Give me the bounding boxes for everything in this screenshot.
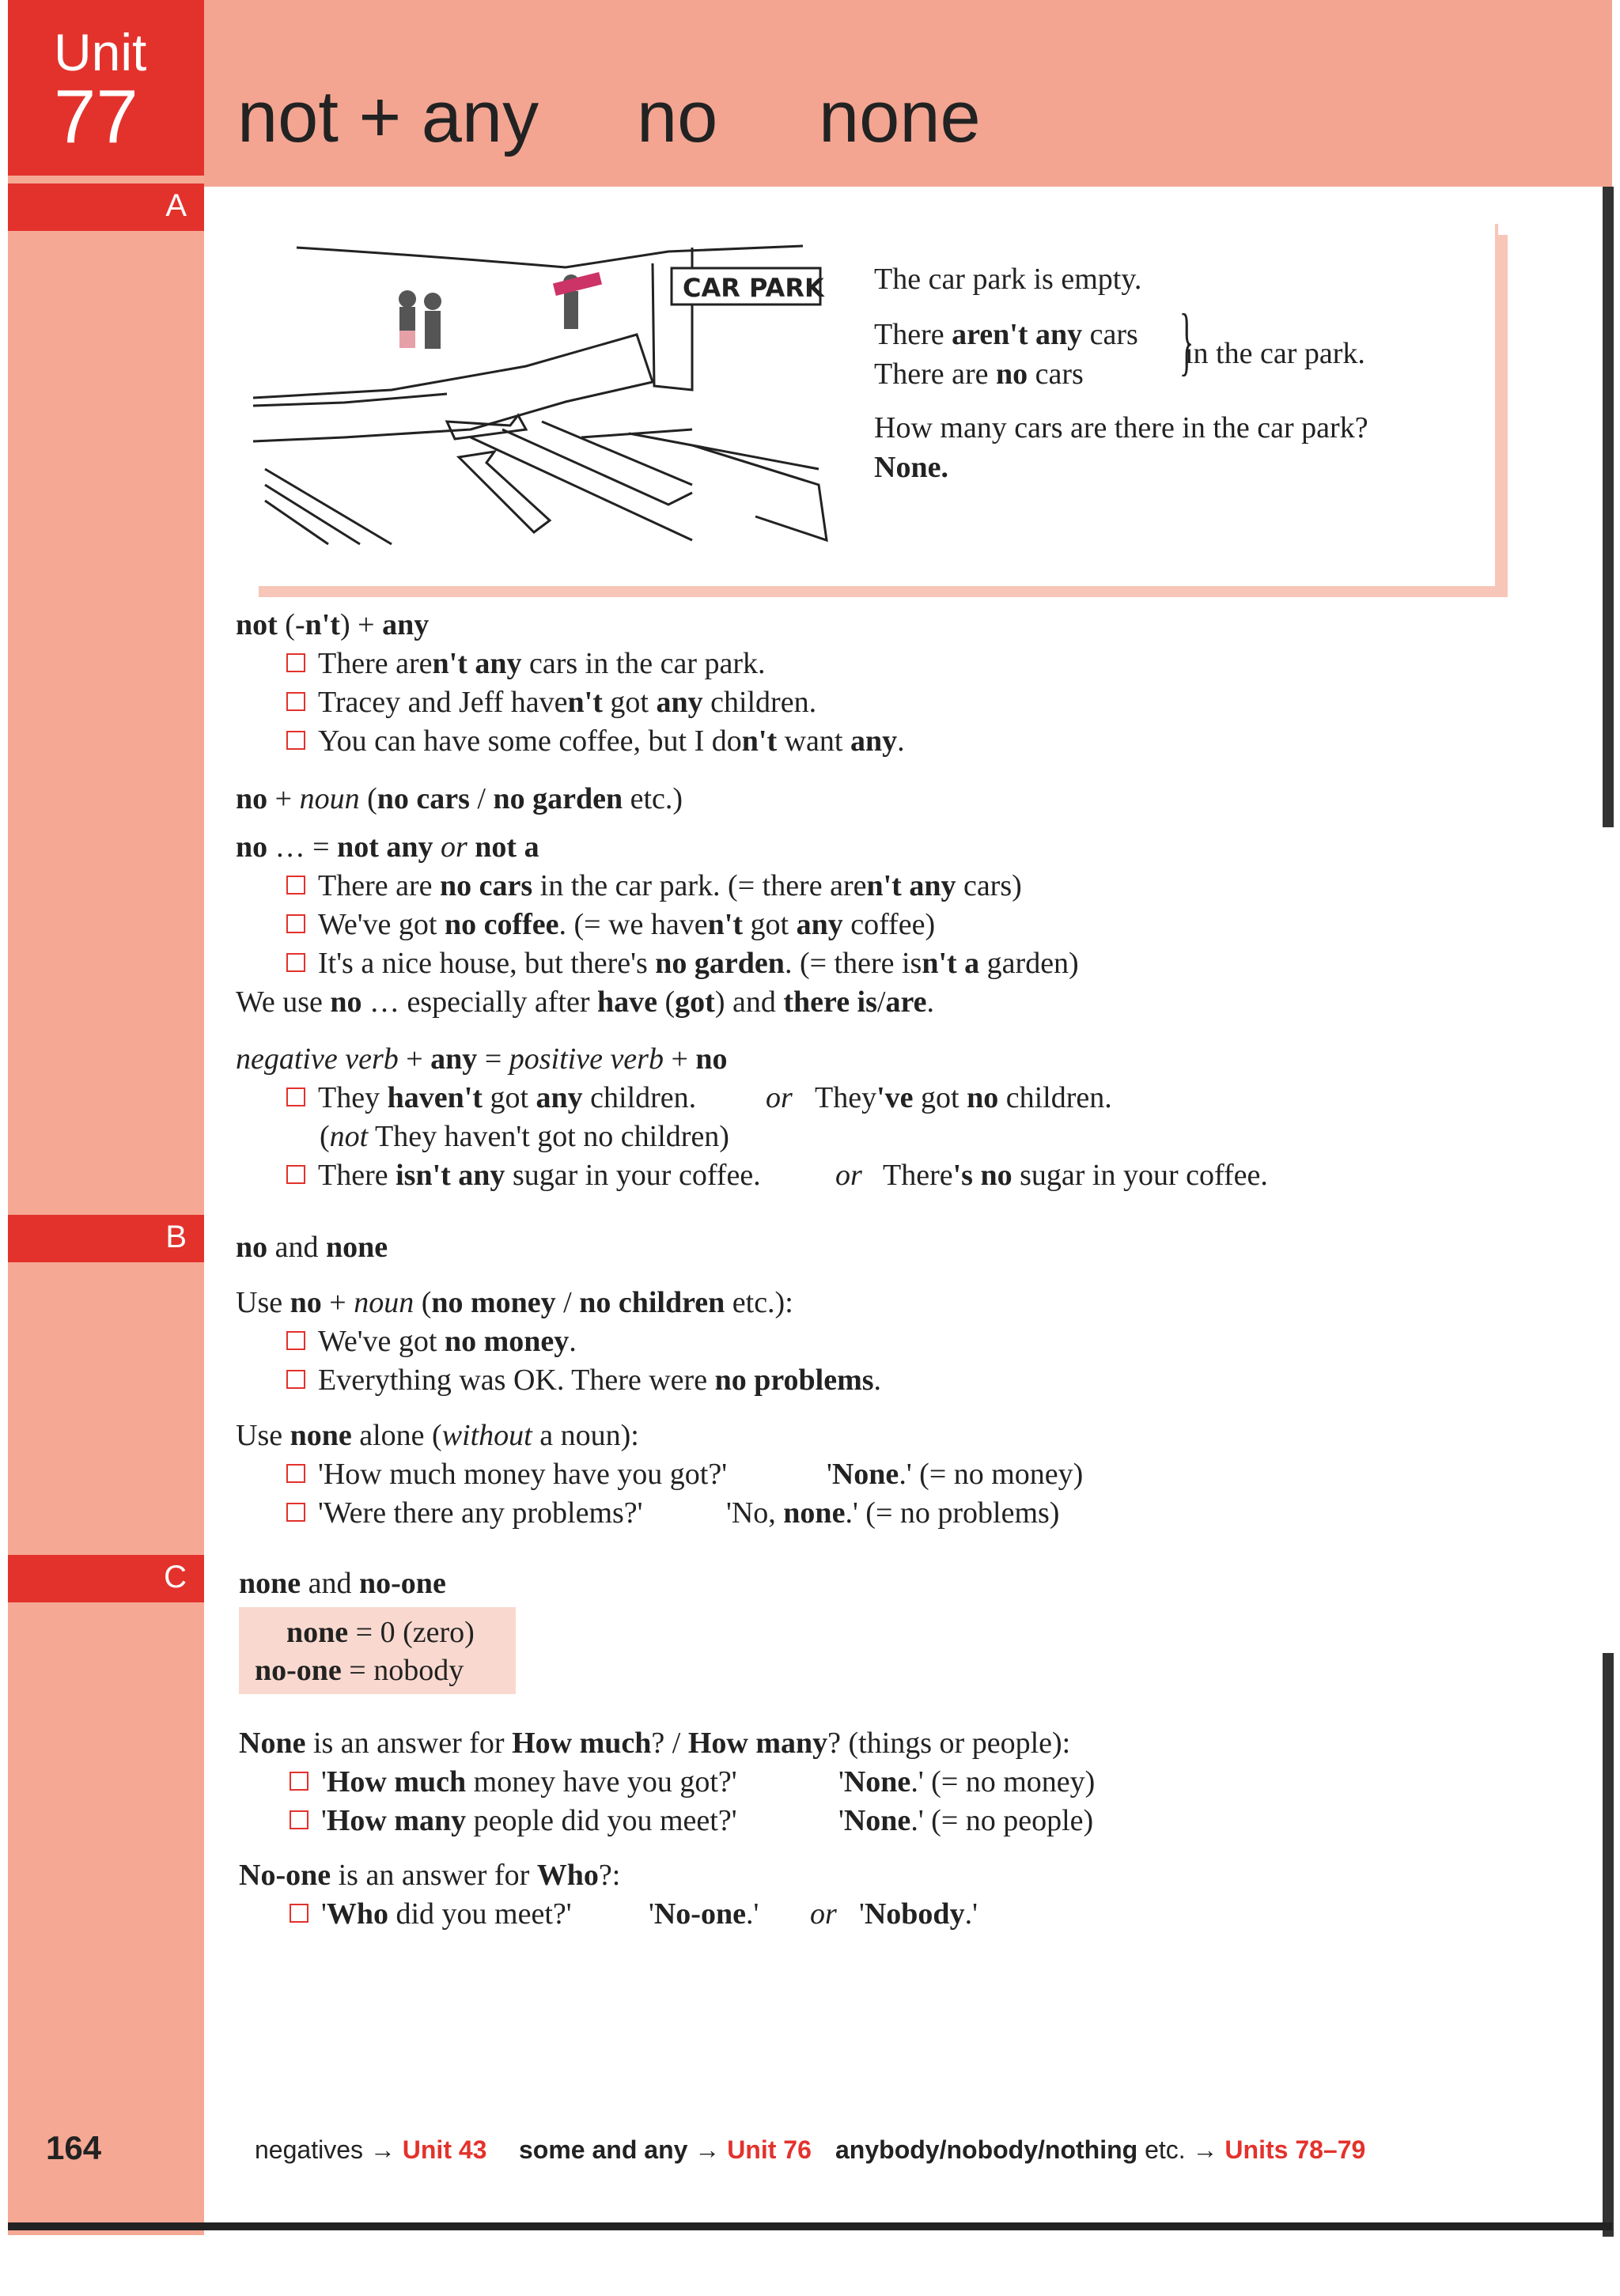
example-answer: 'No, none.' (= no problems): [726, 1496, 1060, 1530]
example-answer: 'None.' (= no money): [838, 1765, 1096, 1799]
rule-text: Use no + noun (no money / no children etc.):: [236, 1286, 793, 1319]
unit-number: 77: [54, 74, 138, 159]
caption-brace-text: in the car park.: [1185, 337, 1365, 370]
heading-negative-verb: negative verb + any = positive verb + no: [236, 1042, 728, 1076]
unit-badge: [8, 0, 204, 176]
example: They haven't got any children.: [286, 1080, 696, 1115]
caption-line1: There aren't any cars: [874, 318, 1138, 351]
or-label: or: [835, 1159, 862, 1192]
title-part: none: [819, 77, 981, 157]
cross-reference[interactable]: anybody/nobody/nothing etc. → Units 78–79: [835, 2135, 1366, 2164]
caption-question: How many cars are there in the car park?: [874, 411, 1368, 444]
example: We've got no coffee. (= we haven't got any coffee): [286, 907, 935, 942]
example: 'How much money have you got?': [290, 1765, 737, 1799]
example-alt: They've got no children.: [815, 1081, 1112, 1114]
example-answer: 'Nobody.': [859, 1897, 978, 1931]
heading-none-no-one: none and no-one: [239, 1567, 446, 1600]
bottom-rule: [8, 2222, 1612, 2230]
example: We've got no money.: [286, 1324, 577, 1359]
rule-text: Use none alone (without a noun):: [236, 1419, 639, 1452]
or-label: or: [810, 1897, 837, 1931]
heading-no-equals: no … = not any or not a: [236, 830, 539, 864]
example: Tracey and Jeff haven't got any children.: [286, 685, 816, 720]
example-answer: 'No-one.': [649, 1897, 759, 1931]
rule-text: No-one is an answer for Who?:: [239, 1859, 621, 1892]
definition-none: none = 0 (zero): [286, 1616, 475, 1649]
margin-rule: [1603, 187, 1614, 827]
margin-rule: [1603, 1653, 1614, 2237]
section-marker-b: B: [8, 1215, 204, 1262]
caption-answer: None.: [874, 451, 948, 484]
example-answer: 'None.' (= no people): [838, 1804, 1094, 1837]
heading-no-none: no and none: [236, 1231, 388, 1264]
heading-no-noun: no + noun (no cars / no garden etc.): [236, 782, 683, 815]
example: There isn't any sugar in your coffee.: [286, 1158, 761, 1193]
cross-reference[interactable]: some and any → Unit 76: [519, 2135, 812, 2164]
example-alt: There's no sugar in your coffee.: [883, 1159, 1268, 1192]
car-park-sign: CAR PARK: [683, 273, 824, 303]
brace: }: [1179, 298, 1194, 383]
example-note: (not They haven't got no children): [320, 1120, 729, 1153]
illustration-box: [249, 224, 1498, 586]
rule-text: None is an answer for How much? / How many? (things or people):: [239, 1727, 1071, 1760]
example: 'How many people did you meet?': [290, 1803, 737, 1838]
example: 'How much money have you got?': [286, 1457, 727, 1492]
example: 'Were there any problems?': [286, 1496, 643, 1530]
heading-not-any: not (-n't) + any: [236, 608, 430, 641]
car-park-illustration: [249, 232, 850, 580]
example: Everything was OK. There were no problems.: [286, 1363, 881, 1398]
example: It's a nice house, but there's no garden. (= there isn't a garden): [286, 946, 1079, 981]
caption-empty: The car park is empty.: [874, 263, 1142, 296]
title-part: not + any: [237, 77, 539, 157]
example: There are no cars in the car park. (= there aren't any cars): [286, 868, 1022, 903]
rule-text: We use no … especially after have (got) and there is/are.: [236, 985, 935, 1019]
cross-reference[interactable]: negatives → Unit 43: [255, 2135, 487, 2164]
definition-no-one: no-one = nobody: [255, 1654, 464, 1687]
unit-label: Unit: [54, 23, 147, 81]
section-marker-c: C: [8, 1555, 204, 1602]
example-answer: 'None.' (= no money): [827, 1458, 1084, 1491]
or-label: or: [766, 1081, 793, 1114]
caption-line2: There are no cars: [874, 357, 1084, 391]
title-part: no: [637, 77, 718, 157]
section-marker-a: A: [8, 183, 204, 231]
example: There aren't any cars in the car park.: [286, 646, 766, 681]
page-sidebar: [8, 0, 204, 2235]
page-number: 164: [46, 2129, 102, 2166]
example: You can have some coffee, but I don't want any.: [286, 724, 905, 758]
example: 'Who did you meet?': [290, 1897, 572, 1931]
